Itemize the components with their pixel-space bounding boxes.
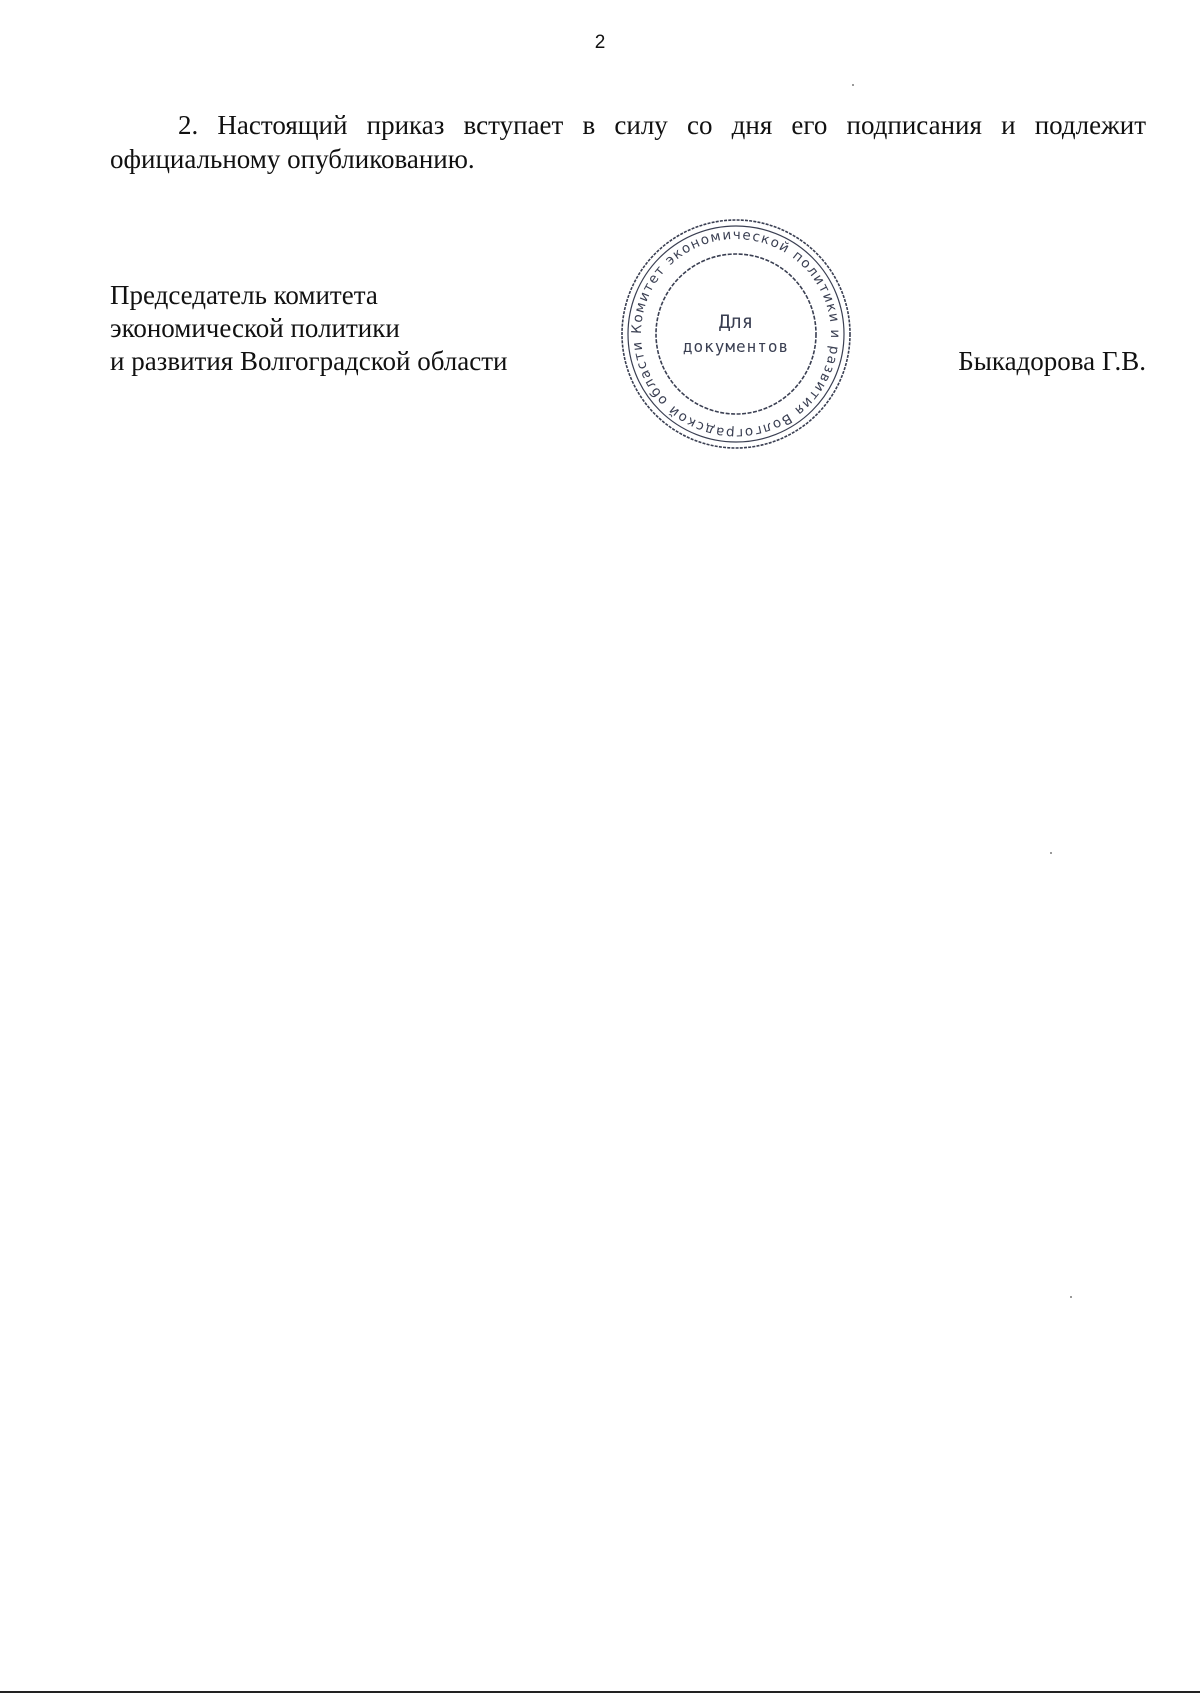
signatory-title-line-3: и развития Волгоградской области (110, 346, 508, 376)
official-seal (618, 216, 854, 452)
scan-speck (1070, 1296, 1072, 1298)
clause-line-1: 2. Настоящий приказ вступает в силу со дня его подписания и подлежит (178, 110, 1146, 140)
clause-paragraph (110, 108, 1146, 176)
signatory-title-line-1: Председатель комитета (110, 280, 378, 310)
scan-speck (852, 84, 854, 86)
seal-ring-text: Комитет экономической политики и развития Волгоградской области (628, 226, 844, 442)
signatory-title-line-2: экономической политики (110, 313, 400, 343)
clause-line-2: официальному опубликованию. (110, 144, 475, 174)
signer-name: Быкадорова Г.В. (958, 346, 1146, 376)
footer-rule (0, 1691, 1200, 1693)
scan-speck (1050, 852, 1052, 854)
seal-center-text-1: Для (718, 311, 754, 333)
page-number: 2 (594, 32, 606, 53)
seal-center-text-2: документов (682, 337, 790, 356)
seal-inner-ring (656, 254, 816, 414)
seal-graphic (618, 216, 854, 452)
signatory-title (110, 279, 507, 378)
